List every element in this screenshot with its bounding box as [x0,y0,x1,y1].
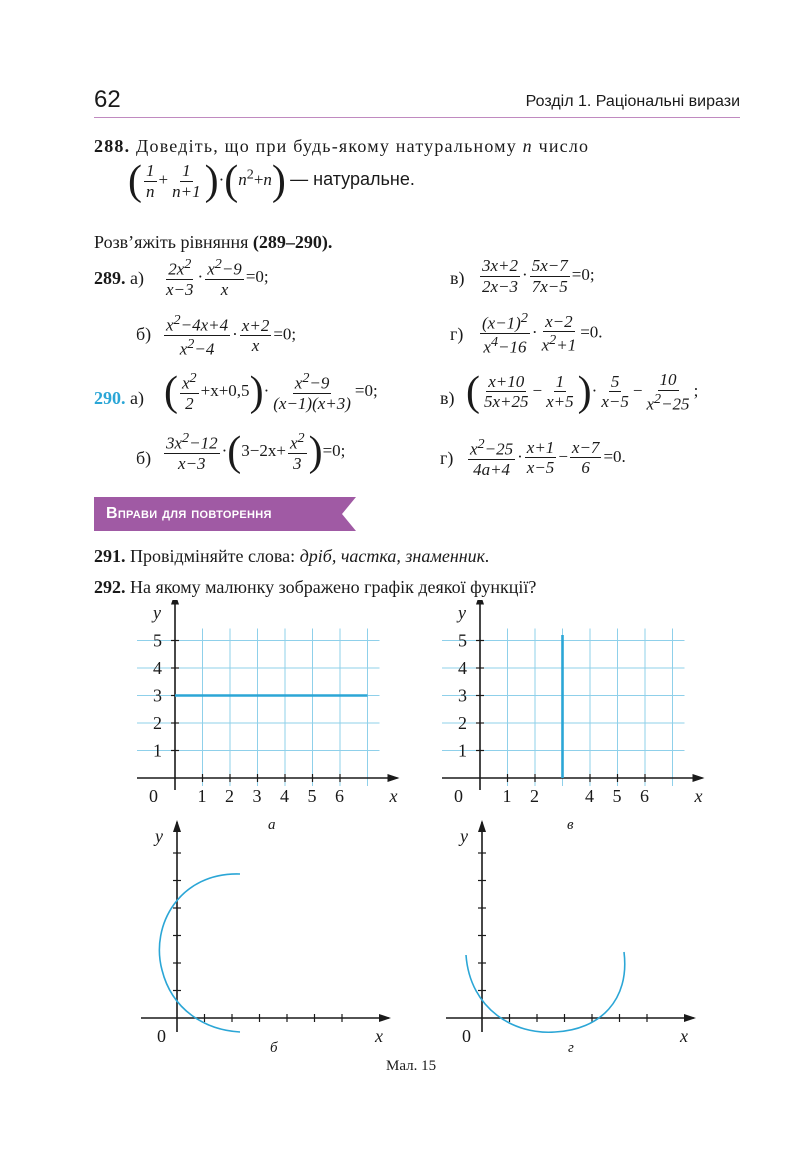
part-label: б) [136,324,152,344]
equation-290b: $\frac{3x^2-12}{x-3}$ ·(3−2x+ $\frac{x^2}{3}$ )=0; [166,428,346,475]
x-tick-label: 3 [252,786,262,806]
y-axis-label: y [155,826,163,846]
problem-289 [94,268,144,289]
origin-label: 0 [454,786,463,806]
variable-n: n [522,136,533,156]
y-axis-label: y [460,826,468,846]
y-tick-label: 1 [458,740,467,761]
panel-label-a: а [268,817,276,833]
x-axis-arrowhead [388,774,400,782]
y-tick-label: 5 [458,630,467,651]
x-tick-label: 1 [502,786,512,806]
figure-caption: Мал. 15 [386,1058,437,1074]
panel-label-b: б [270,1040,278,1056]
x-tick-label: 4 [585,786,594,806]
x-tick-label: 4 [280,786,289,806]
x-tick-label: 2 [225,786,234,806]
equation-290g: $\frac{x^2-25}{4a+4}$ · $\frac{x+1}{x-5}$ − $\frac{x-7}{6}$ =0. [470,436,626,480]
panel-label-g: г [568,1040,574,1056]
instruction-range: (289–290). [252,232,333,252]
x-axis-label: x [680,1026,688,1046]
part-label: в) [440,388,455,408]
part-label: г) [440,448,454,468]
problem-text: Провідміняйте слова: [130,546,296,566]
curve [159,874,240,1032]
panel-label-v: в [567,817,574,833]
y-tick-label: 3 [153,685,162,706]
instruction-text: Розв’яжіть рівняння [94,232,249,252]
y-axis-arrowhead [173,820,181,832]
y-tick-label: 5 [153,630,162,651]
graph-panel-g [446,820,696,1046]
x-axis-arrowhead [379,1014,391,1022]
y-tick-label: 4 [458,658,467,678]
y-axis-label: y [458,602,466,623]
equation-290v: ( $\frac{x+10}{5x+25}$ − $\frac{1}{x+5}$ )· $\frac{5}{x-5}$ − $\frac{10}{x^2-25}$ ; [466,368,699,415]
y-tick-label: 3 [458,685,467,706]
problem-words: дріб, частка, знаменник. [299,546,490,566]
x-tick-label: 6 [335,786,344,806]
part-label: г) [450,324,464,344]
part-label: б) [136,448,152,468]
figure-15 [0,600,800,1070]
x-tick-label: 1 [197,786,207,806]
equation-289a: $\frac{2x^2}{x-3}$ · $\frac{x^2-9}{x}$ =0; [166,256,269,300]
problem-text: На якому малюнку зображено графік деякої функції? [130,577,537,597]
page-number: 62 [94,86,121,113]
formula-tail: — натуральне. [290,168,415,189]
y-axis-label: y [153,602,161,623]
graph-panel-a [137,600,400,806]
running-head: Розділ 1. Раціональні вирази [525,93,740,110]
part-label: в) [450,268,465,288]
x-tick-label: 6 [640,786,649,806]
equation-289g: $\frac{(x-1)^2}{x^4-16}$ · $\frac{x-2}{x^2+1}$ =0. [482,310,603,357]
problem-text-after: число [538,136,590,156]
section-title: Вправи для повторення [106,505,272,522]
graph-panel-b [141,820,391,1046]
x-tick-label: 5 [307,786,317,806]
problem-292 [94,577,536,598]
y-tick-label: 2 [458,713,467,733]
x-axis-arrowhead [693,774,705,782]
origin-label: 0 [149,786,158,806]
graph-panel-v [442,600,705,806]
origin-label: 0 [462,1026,471,1046]
x-axis-label: x [694,786,703,806]
problem-number: 292. [94,577,126,597]
y-axis-arrowhead [476,600,484,605]
x-tick-label: 5 [612,786,622,806]
problem-number: 290. [94,388,126,408]
x-axis-label: x [389,786,398,806]
x-axis-label: x [375,1026,383,1046]
problem-text: Доведіть, що при будь-якому натуральному [136,136,517,156]
y-tick-label: 1 [153,740,162,761]
y-axis-arrowhead [171,600,179,605]
equation-289b: $\frac{x^2-4x+4}{x^2-4}$ · $\frac{x+2}{x}$ =0; [166,312,297,359]
curve [466,952,625,1032]
equation-290a: ( $\frac{x^2}{2}$ +x+0,5)· $\frac{x^2-9}{(x-1)(x+3)}$ =0; [164,368,378,415]
problem-288 [94,136,740,157]
part-label: а) [130,388,144,408]
problem-291 [94,546,490,567]
y-tick-label: 2 [153,713,162,733]
formula-288: ( $\frac{1}{n}$ + $\frac{1}{n+1}$ )$\cdot(n^2+n)$ — натуральне. [128,158,415,204]
x-tick-label: 2 [530,786,539,806]
header-divider [94,117,740,118]
equation-289v: $\frac{3x+2}{2x-3}$ · $\frac{5x-7}{7x-5}$ =0; [482,256,595,296]
part-label: а) [130,268,144,288]
origin-label: 0 [157,1026,166,1046]
instruction [94,232,332,253]
problem-number: 291. [94,546,126,566]
problem-290 [94,388,144,409]
problem-number: 288. [94,136,131,156]
x-axis-arrowhead [684,1014,696,1022]
y-tick-label: 4 [153,658,162,678]
y-axis-arrowhead [478,820,486,832]
problem-number: 289. [94,268,126,288]
